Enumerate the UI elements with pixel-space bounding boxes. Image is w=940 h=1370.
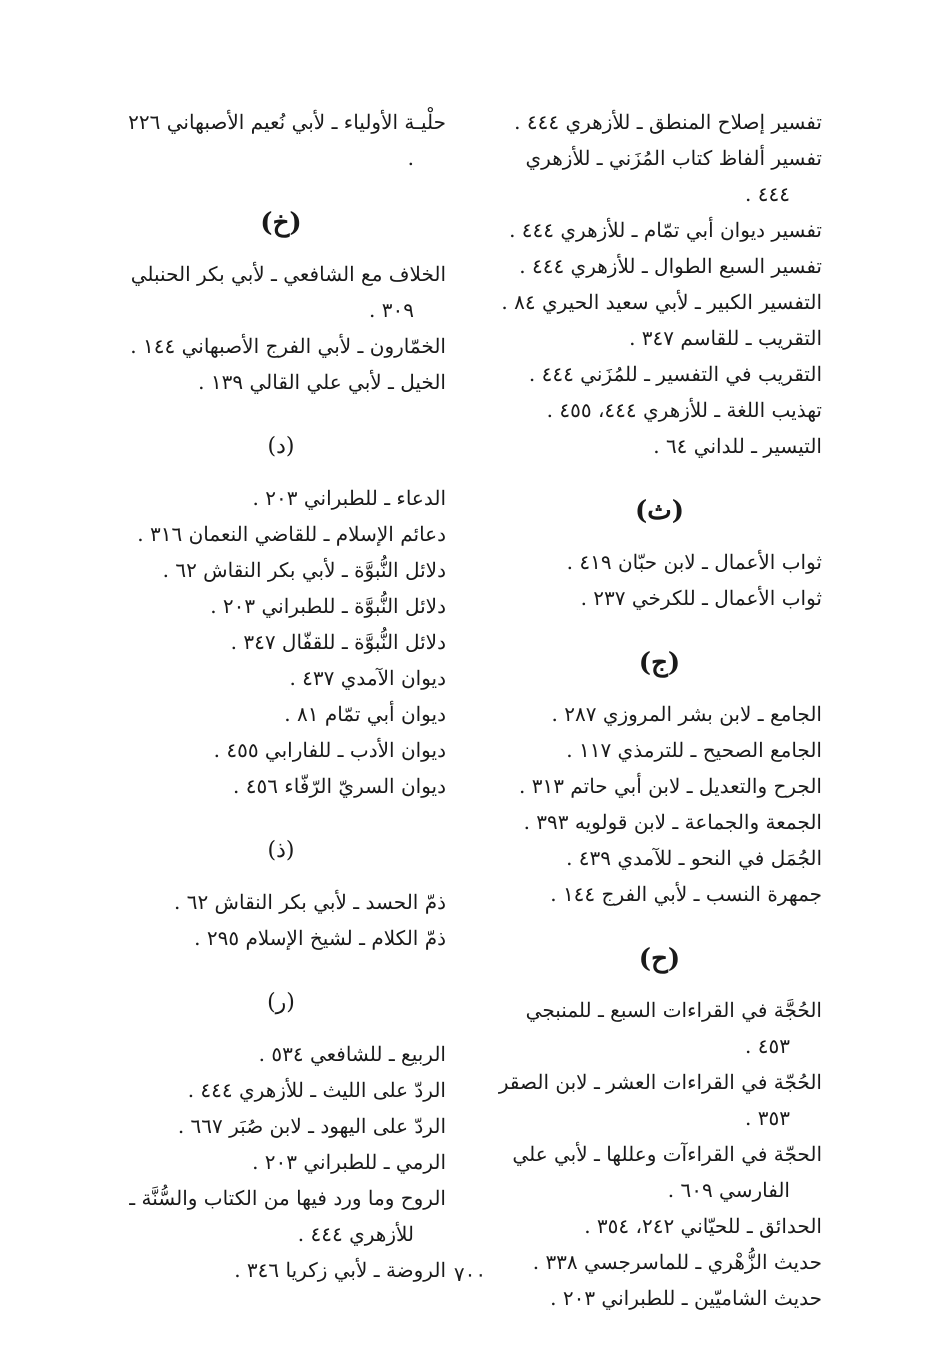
- index-entry: الربيع ـ للشافعي ٥٣٤ .: [258, 1042, 446, 1066]
- index-entry: ذمّ الكلام ـ لشيخ الإسلام ٢٩٥ .: [194, 926, 446, 950]
- index-entry: تفسير إصلاح المنطق ـ للأزهري ٤٤٤ .: [514, 110, 822, 134]
- index-entry: الروح وما ورد فيها من الكتاب والسُّنَّة ـ للأزهري ٤٤٤ .: [129, 1186, 446, 1246]
- index-entry: ديوان السريّ الرّفّاء ٤٥٦ .: [233, 774, 446, 798]
- index-entry: تهذيب اللغة ـ للأزهري ٤٤٤، ٤٥٥ .: [546, 398, 822, 422]
- index-entry: الجامع الصحيح ـ للترمذي ١١٧ .: [566, 738, 822, 762]
- index-entry: الردّ على الليث ـ للأزهري ٤٤٤ .: [187, 1078, 446, 1102]
- index-entry: ذمّ الحسد ـ لأبي بكر النقاش ٦٢ .: [174, 890, 446, 914]
- index-entry: الحُجّة في القراءات العشر ـ لابن الصقر ٣٥٣ .: [498, 1070, 822, 1130]
- index-entry: الحجّة في القراءآت وعللها ـ لأبي علي الفارسي ٦٠٩ .: [512, 1142, 822, 1202]
- index-entry: جمهرة النسب ـ لأبي الفرج ١٤٤ .: [550, 882, 822, 906]
- index-entry: ديوان أبي تمّام ٨١ .: [284, 702, 446, 726]
- index-entry: التقريب ـ للقاسم ٣٤٧ .: [629, 326, 822, 350]
- index-entry: الخيل ـ لأبي علي القالي ١٣٩ .: [198, 370, 446, 394]
- index-column-left: [116, 104, 446, 1288]
- index-entry: دعائم الإسلام ـ للقاضي النعمان ٣١٦ .: [137, 522, 446, 546]
- index-entry: ديوان الآمدي ٤٣٧ .: [289, 666, 446, 690]
- index-entry: تفسير ألفاظ كتاب المُزَني ـ للأزهري ٤٤٤ .: [525, 146, 822, 206]
- section-heading: (خ): [260, 208, 302, 238]
- index-entry: الحُجَّة في القراءات السبع ـ للمنبجي ٤٥٣ .: [525, 998, 822, 1058]
- page-number: ٧٠٠: [453, 1262, 487, 1286]
- section-heading: (ح): [638, 944, 681, 974]
- index-entry: الجمعة والجماعة ـ لابن قولويه ٣٩٣ .: [523, 810, 822, 834]
- index-entry: دلائل النُّبوَّة ـ لأبي بكر النقاش ٦٢ .: [162, 558, 446, 582]
- index-column-right: [497, 104, 822, 1316]
- index-entry: الرمي ـ للطبراني ٢٠٣ .: [252, 1150, 446, 1174]
- index-entry: الروضة ـ لأبي زكريا ٣٤٦ .: [234, 1258, 446, 1282]
- index-entry: ثواب الأعمال ـ لابن حبّان ٤١٩ .: [566, 550, 822, 574]
- index-entry: الجرح والتعديل ـ لابن أبي حاتم ٣١٣ .: [519, 774, 822, 798]
- index-entry: تفسير السبع الطوال ـ للأزهري ٤٤٤ .: [519, 254, 822, 278]
- section-heading: (ث): [634, 496, 685, 526]
- section-heading: (ج): [638, 648, 681, 678]
- index-entry: ثواب الأعمال ـ للكرخي ٢٣٧ .: [580, 586, 822, 610]
- index-entry: الخلاف مع الشافعي ـ لأبي بكر الحنبلي ٣٠٩ .: [130, 262, 446, 322]
- section-heading: (ذ): [267, 838, 295, 863]
- index-entry: الحدائق ـ للحيّاني ٢٤٢، ٣٥٤ .: [584, 1214, 822, 1238]
- index-entry: حديث الشاميّين ـ للطبراني ٢٠٣ .: [550, 1286, 822, 1310]
- index-entry: دلائل النُّبوَّة ـ للقفّال ٣٤٧ .: [230, 630, 446, 654]
- index-entry: تفسير ديوان أبي تمّام ـ للأزهري ٤٤٤ .: [509, 218, 822, 242]
- index-entry: الخمّارون ـ لأبي الفرج الأصبهاني ١٤٤ .: [130, 334, 446, 358]
- index-entry: التيسير ـ للداني ٦٤ .: [653, 434, 822, 458]
- section-heading: (ر): [267, 990, 295, 1015]
- index-entry: التقريب في التفسير ـ للمُزَني ٤٤٤ .: [528, 362, 822, 386]
- index-entry: الدعاء ـ للطبراني ٢٠٣ .: [252, 486, 446, 510]
- section-heading: (د): [267, 434, 295, 459]
- index-entry: دلائل النُّبوَّة ـ للطبراني ٢٠٣ .: [210, 594, 446, 618]
- index-entry: الجُمَل في النحو ـ للآمدي ٤٣٩ .: [566, 846, 822, 870]
- index-entry: حلْيـة الأولياء ـ لأبي نُعيم الأصبهاني ٢٢٦ .: [128, 110, 446, 170]
- index-entry: الجامع ـ لابن بشر المروزي ٢٨٧ .: [551, 702, 822, 726]
- index-entry: حديث الزُّهْري ـ للماسرجسي ٣٣٨ .: [532, 1250, 822, 1274]
- index-entry: ديوان الأدب ـ للفارابي ٤٥٥ .: [213, 738, 446, 762]
- index-entry: الردّ على اليهود ـ لابن صُبَر ٦٦٧ .: [177, 1114, 446, 1138]
- index-entry: التفسير الكبير ـ لأبي سعيد الحيري ٨٤ .: [501, 290, 822, 314]
